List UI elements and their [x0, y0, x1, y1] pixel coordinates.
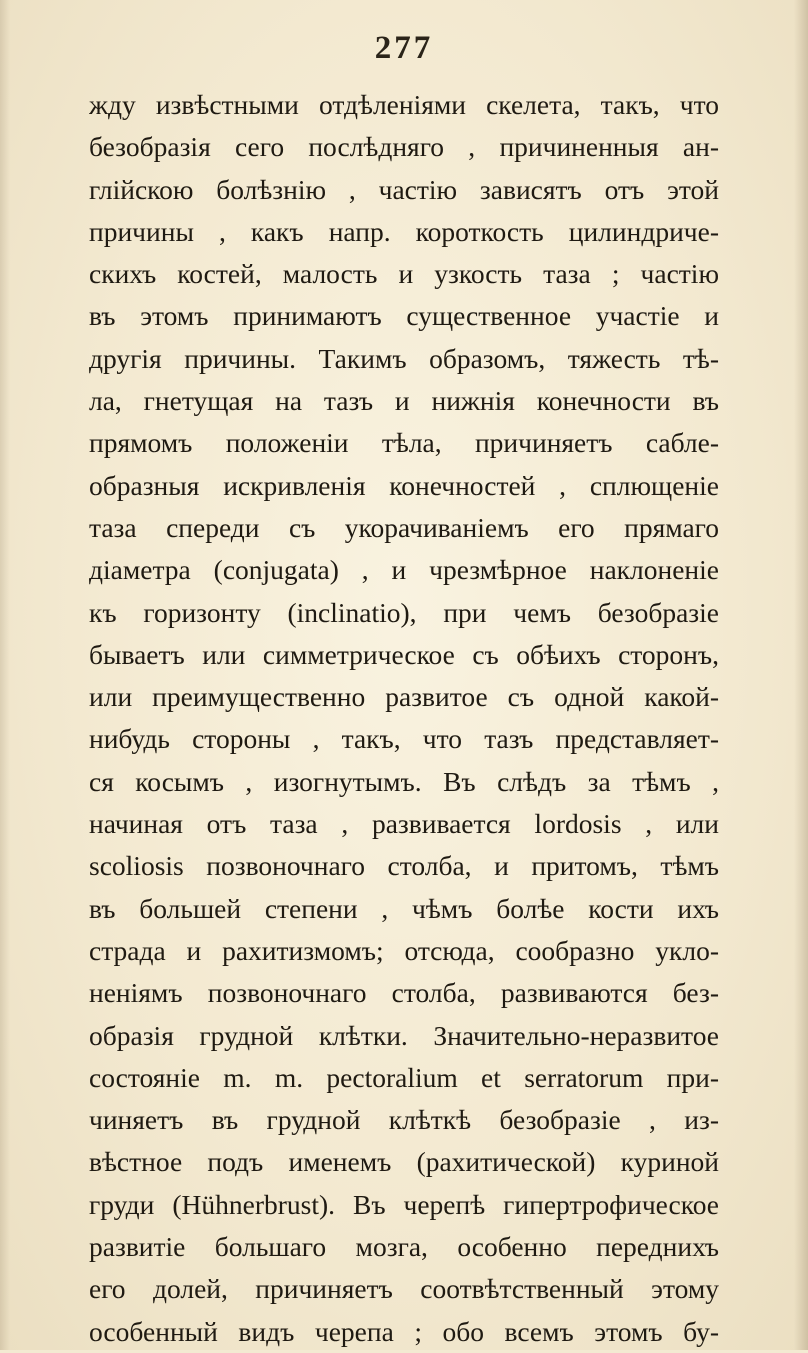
text-line: развитіе большаго мозга, особенно переднихъ [89, 1231, 719, 1263]
text-line: глійскою болѣзнію , частію зависятъ отъ этой [89, 173, 719, 205]
text-line: бываетъ или симметрическое съ обѣихъ сторонъ, [89, 638, 719, 670]
text-line: его долей, причиняетъ соотвѣтственный этому [89, 1273, 719, 1305]
text-line: состояніе m. m. pectoralium et serratorum при- [89, 1061, 719, 1093]
text-line: нибудь стороны , такъ, что тазъ представляет- [89, 723, 719, 755]
text-line: образныя искривленія конечностей , сплющеніе [89, 469, 719, 501]
text-line: таза спереди съ укорачиваніемъ его прямаго [89, 511, 719, 543]
page-right-edge-shadow [794, 0, 808, 1350]
text-line: страда и рахитизмомъ; отсюда, сообразно укло- [89, 934, 719, 966]
text-line: діаметра (conjugata) , и чрезмѣрное наклоненіе [89, 554, 719, 586]
text-line: образія грудной клѣтки. Значительно-неразвитое [89, 1019, 719, 1051]
text-line: груди (Hühnerbrust). Въ черепѣ гипертрофическое [89, 1188, 719, 1220]
text-line: причины , какъ напр. короткость цилиндриче- [89, 215, 719, 247]
page-number: 277 [374, 30, 434, 66]
text-line: къ горизонту (inclinatio), при чемъ безобразіе [89, 596, 719, 628]
text-line: особенный видъ черепа ; обо всемъ этомъ бу- [89, 1315, 719, 1347]
text-line: вѣстное подъ именемъ (рахитической) куриной [89, 1146, 719, 1178]
text-line: скихъ костей, малость и узкость таза ; частію [89, 258, 719, 290]
page-left-edge-shadow [0, 0, 10, 1350]
text-line: въ большей степени , чѣмъ болѣе кости ихъ [89, 892, 719, 924]
text-line: безобразія сего послѣдняго , причиненныя ан- [89, 131, 719, 163]
text-line: чиняетъ въ грудной клѣткѣ безобразіе , из- [89, 1104, 719, 1136]
text-line: ся косымъ , изогнутымъ. Въ слѣдъ за тѣмъ , [89, 765, 719, 797]
text-line: жду извѣстными отдѣленіями скелета, такъ, что [89, 89, 719, 120]
text-line: въ этомъ принимаютъ существенное участіе и [89, 300, 719, 332]
text-line: другія причины. Такимъ образомъ, тяжесть тѣ- [89, 342, 719, 374]
text-line: или преимущественно развитое съ одной какой- [89, 681, 719, 713]
text-line: прямомъ положеніи тѣла, причиняетъ сабле- [89, 427, 719, 459]
text-line: scoliosis позвоночнаго столба, и притомъ, тѣмъ [89, 850, 719, 882]
text-line: начиная отъ таза , развивается lordosis , или [89, 808, 719, 840]
text-line: неніямъ позвоночнаго столба, развиваются без- [89, 977, 719, 1009]
text-line: ла, гнетущая на тазъ и нижнія конечности въ [89, 385, 719, 417]
body-text [89, 84, 719, 1353]
